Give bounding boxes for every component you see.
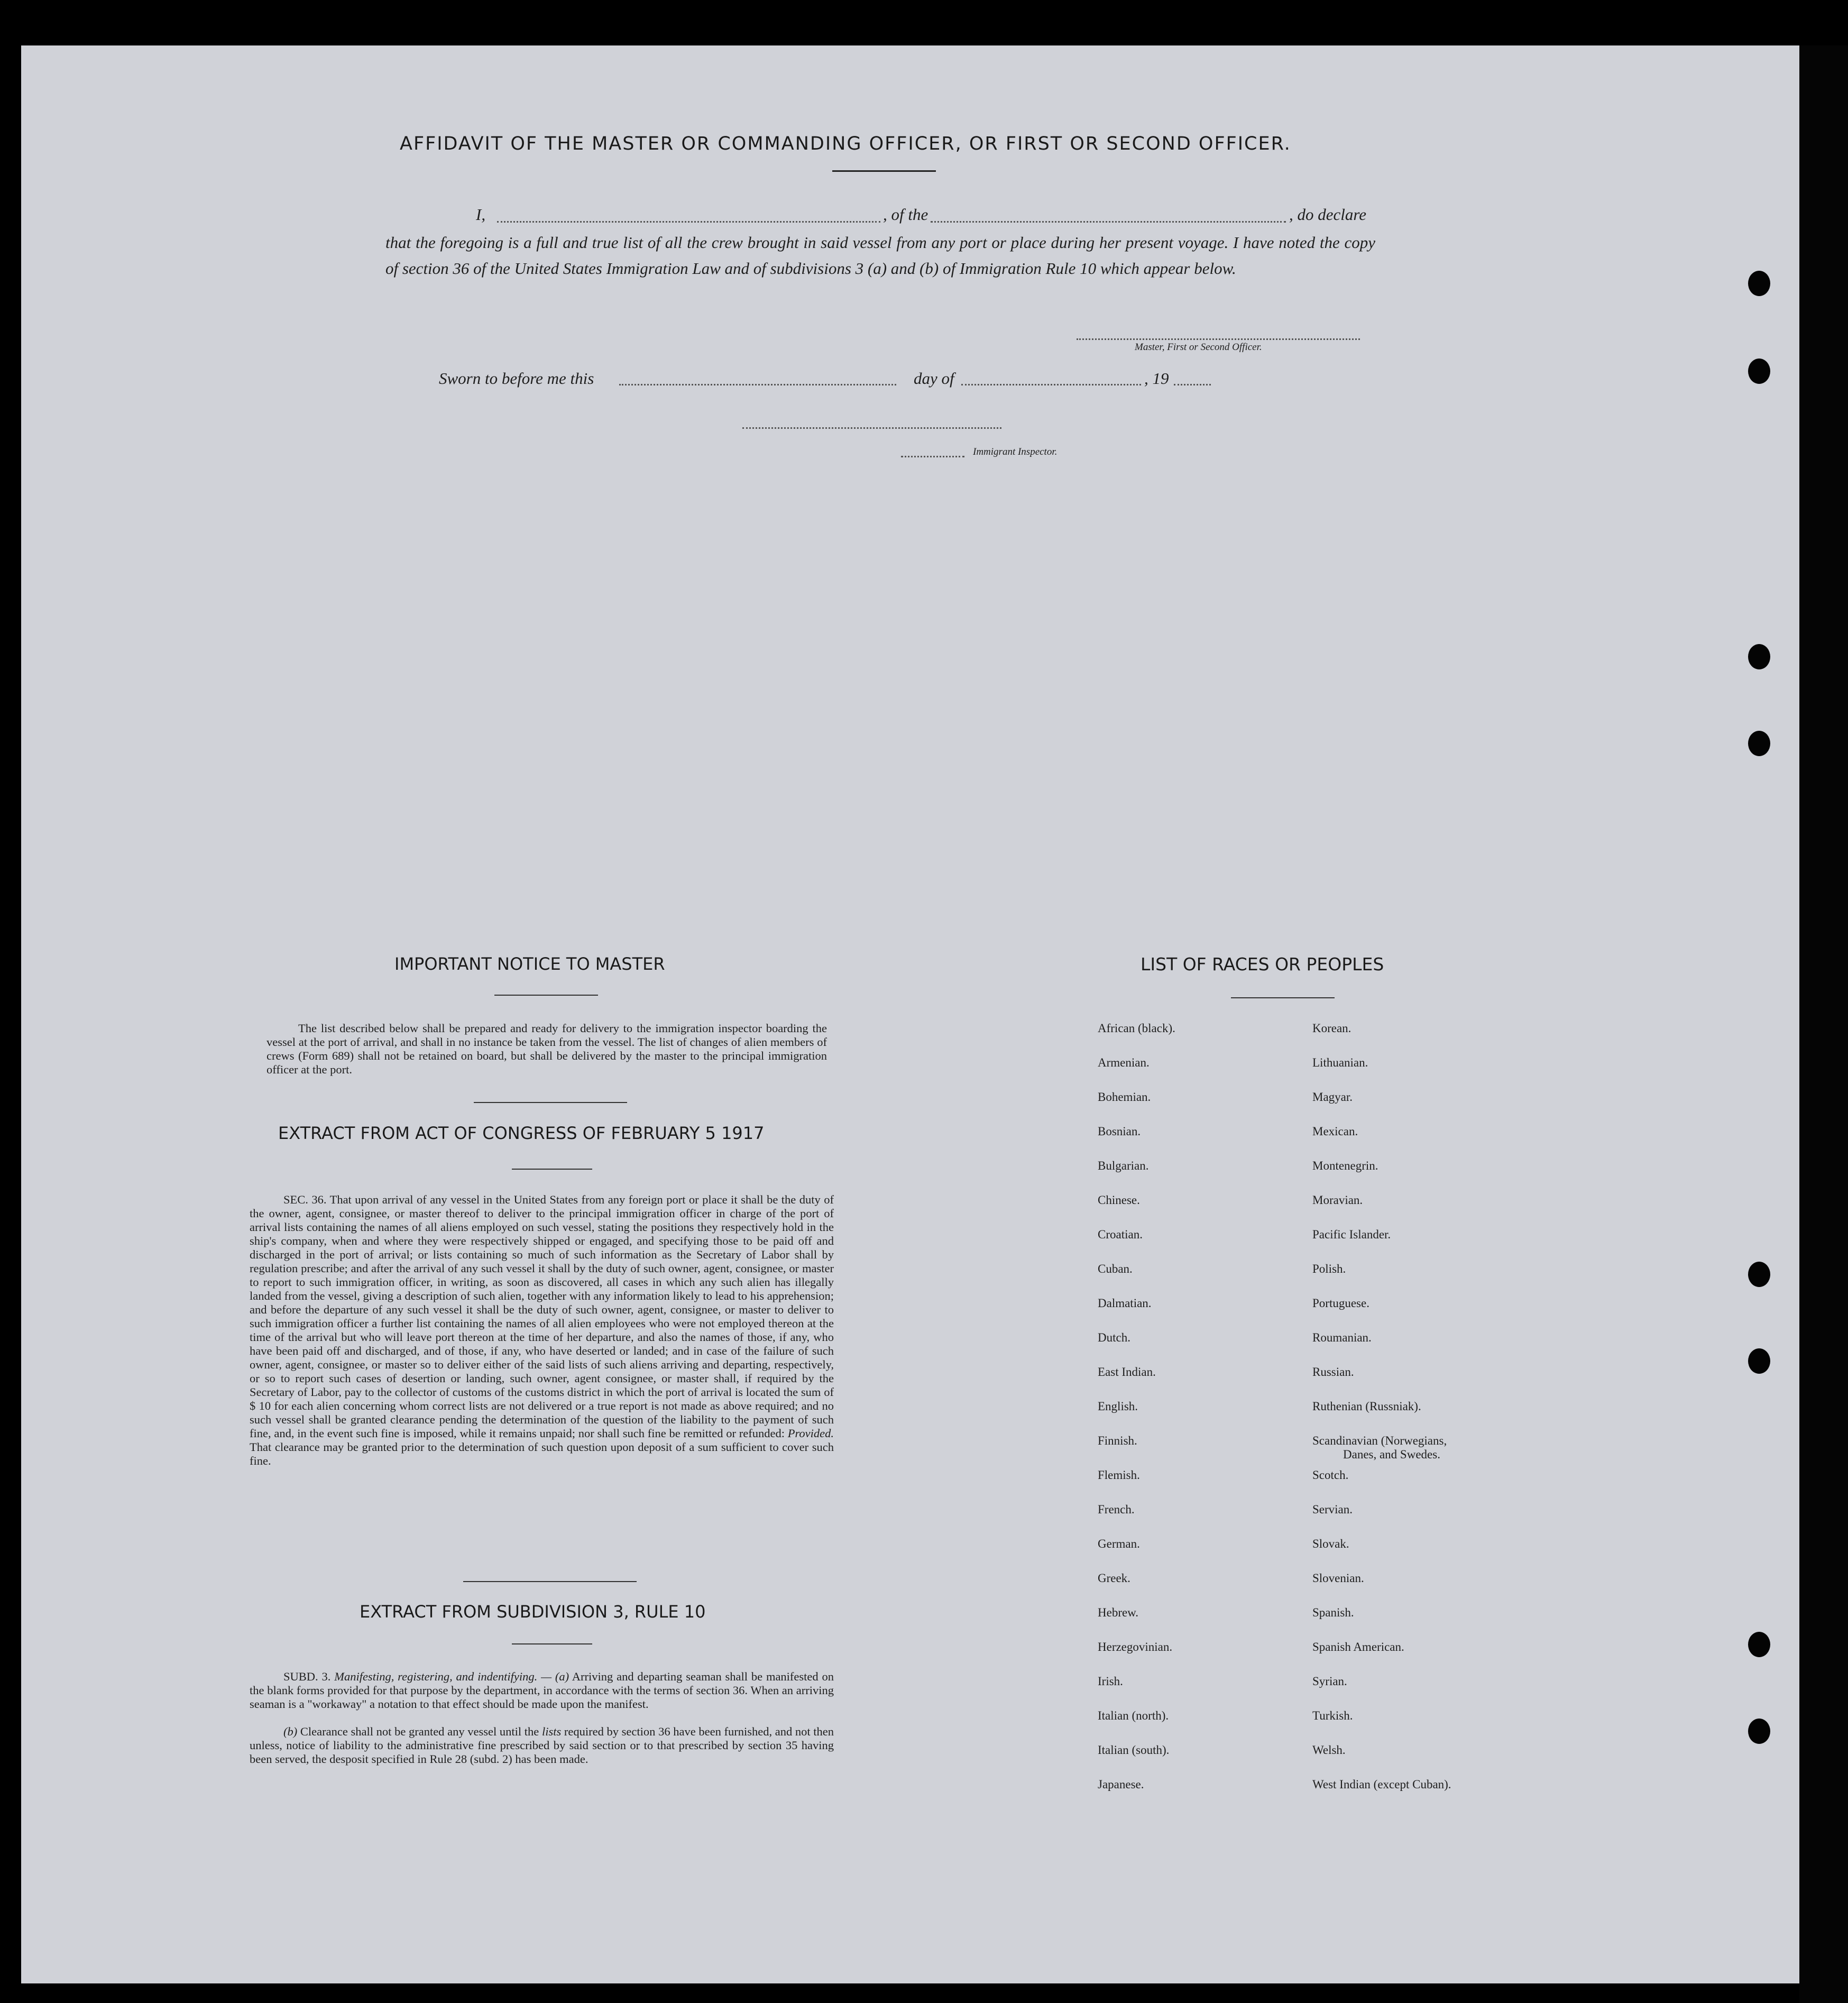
sworn-label: Sworn to before me this — [439, 369, 594, 388]
notice-text: The list described below shall be prepared and ready for delivery to the immigration inspector boarding the vessel at the port of arrival, and shall in no instance be taken from the vessel. The list of changes of alien members of crews (Form 689) shall not be retained on board, but shall be delivered by the master to the principal immigration officer at the port. — [266, 1022, 827, 1076]
races-title: LIST OF RACES OR PEOPLES — [1141, 954, 1384, 975]
act-extract-title: EXTRACT FROM ACT OF CONGRESS OF FEBRUARY 5 1917 — [278, 1123, 765, 1143]
race-item: Syrian. — [1312, 1675, 1347, 1688]
race-item: Japanese. — [1098, 1778, 1144, 1791]
punch-hole — [1748, 271, 1770, 296]
race-item: Bosnian. — [1098, 1125, 1141, 1138]
provided-term: Provided. — [787, 1427, 834, 1440]
race-item: Herzegovinian. — [1098, 1640, 1173, 1653]
sworn-year-field[interactable] — [1174, 384, 1211, 385]
race-item: Spanish. — [1312, 1606, 1354, 1619]
declarant-label: I, — [476, 205, 486, 224]
act-extract-underline — [512, 1169, 592, 1170]
race-item: Slovenian. — [1312, 1572, 1364, 1585]
race-item: Dalmatian. — [1098, 1297, 1152, 1310]
rule-extract-underline — [512, 1643, 592, 1644]
race-item: African (black). — [1098, 1022, 1175, 1035]
rule-extract-title: EXTRACT FROM SUBDIVISION 3, RULE 10 — [360, 1602, 706, 1622]
race-item: Hebrew. — [1098, 1606, 1139, 1619]
subd-label: SUBD. 3. — [283, 1670, 331, 1683]
punch-hole — [1748, 1262, 1770, 1287]
race-item: Montenegrin. — [1312, 1159, 1378, 1172]
scan-edge — [1799, 45, 1848, 2003]
do-declare-label: , do declare — [1289, 205, 1367, 224]
master-signature-label: Master, First or Second Officer. — [1135, 342, 1262, 353]
race-item: West Indian (except Cuban). — [1312, 1778, 1451, 1791]
subd-lists-term: lists — [541, 1725, 562, 1738]
race-item: Irish. — [1098, 1675, 1123, 1688]
race-item: East Indian. — [1098, 1365, 1156, 1379]
sworn-day-field[interactable] — [619, 384, 896, 385]
race-item: Slovak. — [1312, 1537, 1349, 1550]
vessel-name-field[interactable] — [931, 221, 1286, 223]
form-page — [21, 45, 1799, 1983]
punch-hole — [1748, 1632, 1770, 1657]
race-item: Korean. — [1312, 1022, 1351, 1035]
race-item: Pacific Islander. — [1312, 1228, 1391, 1241]
race-item: Greek. — [1098, 1572, 1130, 1585]
subd-para-b2: required by section 36 have been furnished, and not then unless, notice of liability to the administrative fine prescribed by said section or to that prescribed by section 35 having been served, the desposit specified in Rule 28 (subd. 2) has been made. — [250, 1725, 834, 1766]
affidavit-title: AFFIDAVIT OF THE MASTER OR COMMANDING OFFICER, OR FIRST OR SECOND OFFICER. — [400, 133, 1291, 154]
race-item: Armenian. — [1098, 1056, 1150, 1069]
affidavit-body: that the foregoing is a full and true list of all the crew brought in said vessel from any port or place during her present voyage. I have noted the copy of section 36 of the United States Immigration Law and of subdivisions 3 (a) and (b) of Immigration Rule 10 which appear below. — [385, 233, 1375, 278]
title-underline — [832, 170, 936, 172]
subd-heading: Manifesting, registering, and indentifying. — (a) — [334, 1670, 569, 1683]
section-36-body: SEC. 36. That upon arrival of any vessel in the United States from any foreign port or place it shall be the duty of the owner, agent, consignee, or master thereof to deliver to the principal immigration officer in charge of the port of arrival lists containing the names of all aliens employed on such vessel, stating the positions they respectively hold in the ship's company, when and where they were respectively shipped or engaged, and specifying those to be paid off and discharged in the port of arrival; or lists containing so much of such information as the Secretary of Labor shall by regulation prescribe; and after the arrival of any such vessel it shall by the duty of such owner, agent, consignee, or master to report to such immigration officer, in writing, as soon as discovered, all cases in which any such alien has illegally landed from the vessel, giving a description of such alien, together with any information likely to lead to his apprehension; and before the departure of any such vessel it shall be the duty of such owner, agent, consignee, or master to deliver to such immigration officer a further list containing the names of all alien employees who were not employed thereon at the time of the arrival but who will leave port thereon at the time of her departure, and also the names of those, if any, who have been paid off and discharged, and of those, if any, who have deserted or landed; and in case of the failure of such owner, agent, consignee, or master so to deliver either of the said lists of such aliens arriving and departing, respectively, or so to report such cases of desertion or landing, such owner, agent consignee, or master shall, if required by the Secretary of Labor, pay to the collector of customs of the customs district in which the port of arrival is located the sum of $ 10 for each alien concerning whom correct lists are not delivered or a true report is not made as above required; and no such vessel shall be granted clearance pending the determination of the question of the liability to the payment of such fine, and, in the event such fine is imposed, while it remains unpaid; nor shall such fine be remitted or refunded: — [250, 1193, 834, 1440]
race-item: English. — [1098, 1400, 1138, 1413]
race-item: Chinese. — [1098, 1193, 1140, 1207]
year-label: , 19 — [1144, 369, 1169, 388]
master-signature-field[interactable] — [1077, 338, 1360, 340]
race-item: Ruthenian (Russniak). — [1312, 1400, 1421, 1413]
of-the-label: , of the — [883, 205, 928, 224]
section-36-end: That clearance may be granted prior to the determination of such question upon deposit of a sum sufficient to cover such fine. — [250, 1440, 834, 1467]
race-item: German. — [1098, 1537, 1140, 1550]
race-item-continuation: Danes, and Swedes. — [1343, 1448, 1440, 1461]
race-item: Flemish. — [1098, 1468, 1140, 1482]
races-underline — [1231, 997, 1335, 998]
punch-hole — [1748, 1348, 1770, 1374]
race-item: Roumanian. — [1312, 1331, 1372, 1344]
race-item: Cuban. — [1098, 1262, 1133, 1275]
race-item: Portuguese. — [1312, 1297, 1369, 1310]
race-item: Lithuanian. — [1312, 1056, 1368, 1069]
subd-para-b1: Clearance shall not be granted any vessel until the — [300, 1725, 539, 1738]
race-item: Finnish. — [1098, 1434, 1137, 1447]
inspector-signature-field[interactable] — [742, 427, 1001, 429]
race-item: Italian (north). — [1098, 1709, 1169, 1722]
day-of-label: day of — [914, 369, 954, 388]
notice-separator — [474, 1102, 627, 1103]
race-item: Spanish American. — [1312, 1640, 1404, 1653]
punch-hole — [1748, 644, 1770, 669]
race-item: Bohemian. — [1098, 1090, 1151, 1104]
punch-hole — [1748, 731, 1770, 756]
punch-hole — [1748, 1719, 1770, 1744]
subdivision-3-text — [250, 1670, 834, 1711]
punch-hole — [1748, 359, 1770, 384]
race-item: Scotch. — [1312, 1468, 1349, 1482]
declarant-name-field[interactable] — [497, 221, 880, 223]
race-item: Italian (south). — [1098, 1743, 1170, 1757]
race-item: Mexican. — [1312, 1125, 1358, 1138]
race-item: French. — [1098, 1503, 1135, 1516]
race-item: Scandinavian (Norwegians, — [1312, 1434, 1447, 1447]
section-36-text — [250, 1193, 834, 1468]
notice-underline — [494, 995, 598, 996]
notice-title: IMPORTANT NOTICE TO MASTER — [394, 954, 665, 974]
race-item: Russian. — [1312, 1365, 1354, 1379]
race-item: Bulgarian. — [1098, 1159, 1149, 1172]
sworn-month-field[interactable] — [961, 384, 1141, 385]
race-item: Moravian. — [1312, 1193, 1363, 1207]
race-item: Polish. — [1312, 1262, 1346, 1275]
act-extract-separator — [463, 1581, 637, 1582]
race-item: Croatian. — [1098, 1228, 1143, 1241]
subdivision-3b-text — [250, 1725, 834, 1766]
race-item: Dutch. — [1098, 1331, 1130, 1344]
race-item: Welsh. — [1312, 1743, 1346, 1757]
race-item: Magyar. — [1312, 1090, 1353, 1104]
inspector-signature-lead — [901, 456, 964, 457]
subd-para-a: Arriving and departing seaman shall be manifested on the blank forms provided for that purpose by the department, in accordance with the terms of section 36. When an arriving seaman is a "workaway" a notation to that effect should be made upon the manifest. — [250, 1670, 834, 1711]
subd-b-label: (b) — [283, 1725, 298, 1738]
race-item: Turkish. — [1312, 1709, 1353, 1722]
race-item: Servian. — [1312, 1503, 1353, 1516]
inspector-label: Immigrant Inspector. — [973, 446, 1058, 457]
